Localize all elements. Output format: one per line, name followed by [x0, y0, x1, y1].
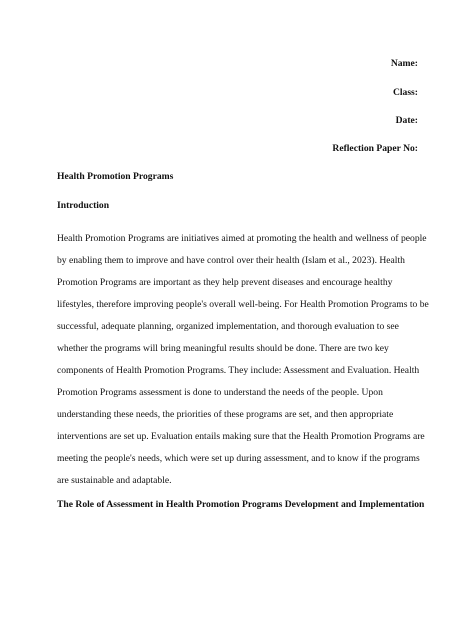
paragraph-line: interventions are set up. Evaluation entails making sure that the Health Promotion Programs are [57, 431, 425, 442]
name-label: Name: [390, 58, 418, 69]
paragraph-line: successful, adequate planning, organized implementation, and thorough evaluation to see [57, 321, 399, 332]
paragraph-line: whether the programs will bring meaningful results should be done. There are two key [57, 343, 389, 354]
paragraph-line: components of Health Promotion Programs. They include: Assessment and Evaluation. Health [57, 365, 420, 376]
date-label: Date: [395, 115, 418, 126]
paragraph-line: meeting the people's needs, which were set up during assessment, and to know if the programs [57, 453, 420, 464]
document-title: Health Promotion Programs [57, 171, 174, 182]
paragraph-line: Health Promotion Programs are initiatives aimed at promoting the health and wellness of people [57, 233, 427, 244]
paragraph-line: Promotion Programs assessment is done to understand the needs of the people. Upon [57, 387, 383, 398]
paragraph-line: understanding these needs, the priorities of these programs are set, and then appropriate [57, 409, 394, 420]
introduction-heading: Introduction [57, 200, 110, 211]
paragraph-line: are sustainable and adaptable. [57, 475, 172, 486]
introduction-paragraph [57, 228, 429, 492]
paragraph-line: by enabling them to improve and have control over their health (Islam et al., 2023). Health [57, 255, 405, 266]
section-heading: The Role of Assessment in Health Promotion Programs Development and Implementation [57, 499, 425, 510]
paragraph-line: lifestyles, therefore improving people's overall well-being. For Health Promotion Programs to be [57, 299, 429, 310]
class-label: Class: [392, 87, 418, 98]
reflection-paper-label: Reflection Paper No: [332, 143, 418, 154]
paragraph-line: Promotion Programs are important as they help prevent diseases and encourage healthy [57, 277, 393, 288]
